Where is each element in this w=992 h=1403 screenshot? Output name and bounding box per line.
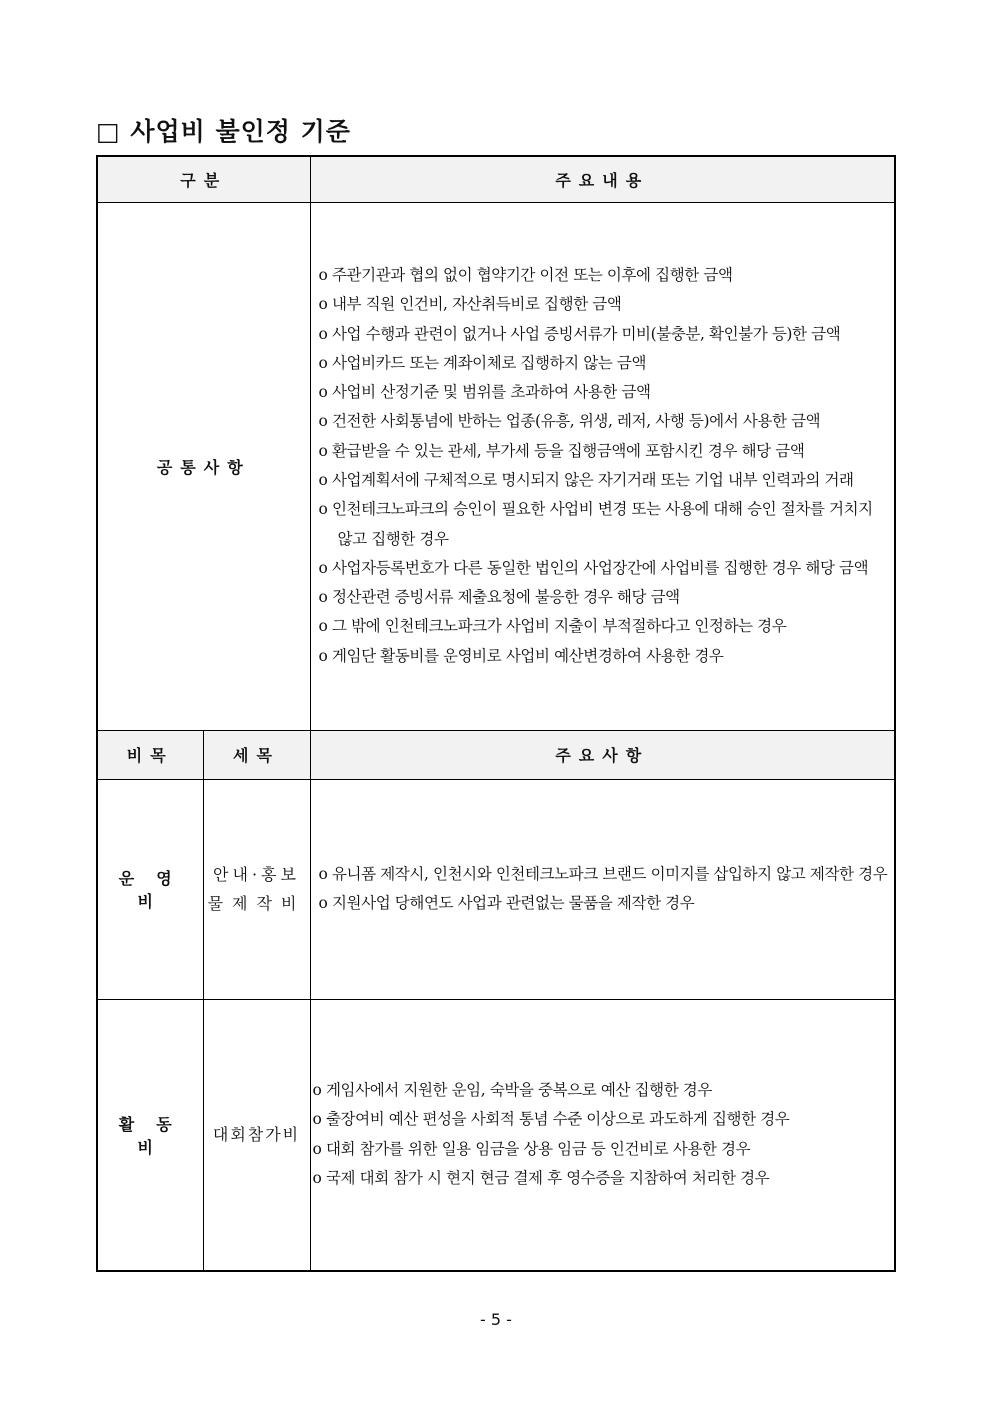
list-item: o 국제 대회 참가 시 현지 현금 결제 후 영수증을 지참하여 처리한 경우 xyxy=(312,1169,770,1188)
list-item: o 주관기관과 협의 없이 협약기간 이전 또는 이후에 집행한 금액 xyxy=(318,265,733,284)
operating-list xyxy=(319,860,891,919)
activity-category: 활동비 xyxy=(97,999,203,1271)
header-category: 구분 xyxy=(97,156,310,202)
list-item: o 사업자등록번호가 다른 동일한 법인의 사업장간에 사업비를 집행한 경우 해당 금액 xyxy=(318,558,869,577)
list-item: o 사업 수행과 관련이 없거나 사업 증빙서류가 미비(불충분, 확인불가 등)한 금액 xyxy=(318,324,841,343)
table-header-row-2 xyxy=(97,730,895,779)
common-content xyxy=(310,202,895,730)
list-item: o 내부 직원 인건비, 자산취득비로 집행한 금액 xyxy=(318,295,622,314)
list-item: o 사업비 산정기준 및 범위를 초과하여 사용한 금액 xyxy=(318,383,651,402)
operating-subcategory-line2: 물제작비 xyxy=(207,894,306,913)
list-item: o 건전한 사회통념에 반하는 업종(유흥, 위생, 레저, 사행 등)에서 사용한 금액 xyxy=(318,412,821,431)
operating-subcategory xyxy=(203,779,310,999)
list-item: o 게임단 활동비를 운영비로 사업비 예산변경하여 사용한 경우 xyxy=(318,646,724,665)
activity-list xyxy=(313,1076,891,1193)
header-expense-item: 비목 xyxy=(97,730,203,779)
page-number: - 5 - xyxy=(480,1310,512,1329)
list-item: o 유니폼 제작시, 인천시와 인천테크노파크 브랜드 이미지를 삽입하지 않고 제작한 경우 xyxy=(318,864,888,883)
list-item: o 대회 참가를 위한 일용 임금을 상용 임금 등 인건비로 사용한 경우 xyxy=(312,1139,751,1158)
header-sub-item: 세목 xyxy=(203,730,310,779)
operating-content xyxy=(310,779,895,999)
list-item: o 사업비카드 또는 계좌이체로 집행하지 않는 금액 xyxy=(318,353,647,372)
activity-row xyxy=(97,999,895,1271)
common-list xyxy=(319,261,891,671)
common-row xyxy=(97,202,895,730)
list-item: o 지원사업 당해연도 사업과 관련없는 물품을 제작한 경우 xyxy=(318,894,695,912)
page-title: □ 사업비 불인정 기준 xyxy=(96,117,351,146)
operating-subcategory-line1: 안내·홍보 xyxy=(213,865,300,884)
list-item: o 인천테크노파크의 승인이 필요한 사업비 변경 또는 사용에 대해 승인 절차를 거치지 않고 집행한 경우 xyxy=(318,500,873,548)
criteria-table xyxy=(96,155,896,1272)
list-item: o 정산관련 증빙서류 제출요청에 불응한 경우 해당 금액 xyxy=(318,588,680,607)
list-item: o 사업계획서에 구체적으로 명시되지 않은 자기거래 또는 기업 내부 인력과의 거래 xyxy=(318,471,854,489)
list-item: o 그 밖에 인천테크노파크가 사업비 지출이 부적절하다고 인정하는 경우 xyxy=(318,617,787,636)
operating-category: 운영비 xyxy=(97,779,203,999)
activity-content xyxy=(310,999,895,1271)
common-label: 공통사항 xyxy=(97,202,310,730)
activity-subcategory: 대회참가비 xyxy=(203,999,310,1271)
table-header-row xyxy=(97,156,895,202)
list-item: o 출장여비 예산 편성을 사회적 통념 수준 이상으로 과도하게 집행한 경우 xyxy=(312,1110,790,1129)
list-item: o 환급받을 수 있는 관세, 부가세 등을 집행금액에 포함시킨 경우 해당 금액 xyxy=(318,441,805,460)
header-content: 주요내용 xyxy=(310,156,895,202)
header-main-points: 주요사항 xyxy=(310,730,895,779)
list-item: o 게임사에서 지원한 운임, 숙박을 중복으로 예산 집행한 경우 xyxy=(312,1081,712,1100)
operating-row xyxy=(97,779,895,999)
